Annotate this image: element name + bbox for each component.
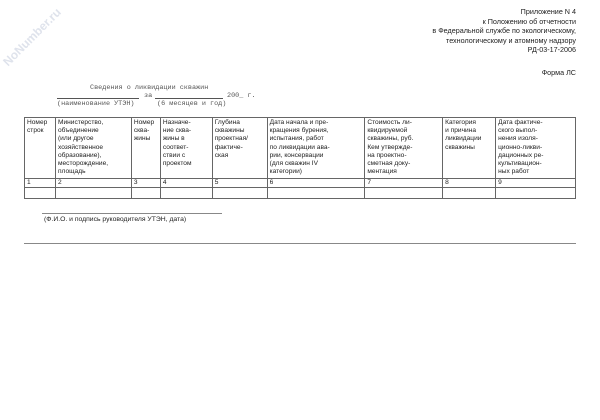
header-cell: Номер строк [25,118,56,179]
document-title: Сведения о ликвидации скважин [90,84,209,92]
header-line: технологическому и атомному надзору [446,35,576,45]
org-line [57,98,139,99]
table-row [25,188,576,199]
number-cell: 5 [212,179,267,188]
header-cell: Глубина скважины проектная/ фактиче- ская [212,118,267,179]
header-cell: Категория и причина ликвидации скважины [443,118,496,179]
wells-table [24,117,576,199]
year-text: 200_ г. [227,92,256,100]
header-line: РД-03-17-2006 [527,45,576,55]
header-cell: Стоимость ли- квидируемой скважины, руб. Кем утвержде- на проектно- сметная доку- ментация [365,118,443,179]
empty-cell [443,188,496,199]
signature-line [42,213,222,214]
header-line: в Федеральной службе по экологическому, [432,26,576,36]
empty-cell [25,188,56,199]
number-cell: 2 [55,179,131,188]
empty-cell [267,188,365,199]
empty-cell [365,188,443,199]
signature-label: (Ф.И.О. и подпись руководителя УТЭН, дата) [44,216,187,223]
header-cell: Номер сква- жины [131,118,160,179]
appendix-header [432,7,576,55]
number-cell: 8 [443,179,496,188]
empty-cell [131,188,160,199]
number-cell: 1 [25,179,56,188]
empty-cell [55,188,131,199]
page-divider [24,243,576,244]
header-cell: Дата фактиче- ского выпол- нения изоля- ционно-ликви- дационных ре- культивацион- ных работ [496,118,576,179]
za-text: за [144,92,153,100]
period-line [155,98,223,99]
number-cell: 4 [160,179,212,188]
header-line: к Положению об отчетности [482,16,576,26]
org-label: (наименование УТЭН) [57,100,135,108]
empty-cell [212,188,267,199]
header-line: Приложение N 4 [520,7,576,16]
number-cell: 3 [131,179,160,188]
header-cell: Министерство, объединение (или другое хозяйственное образование), месторождение, площадь [55,118,131,179]
watermark: NoNumber.ru [0,5,64,69]
number-cell: 7 [365,179,443,188]
header-cell: Дата начала и пре- кращения бурения, испытания, работ по ликвидации ава- рии, консервации (для скважин IV категории) [267,118,365,179]
empty-cell [160,188,212,199]
number-cell: 6 [267,179,365,188]
empty-cell [496,188,576,199]
period-label: (6 месяцев и год) [157,100,227,108]
form-label: Форма ЛС [541,68,576,77]
header-cell: Назначе- ние сква- жины в соответ- ствии с проектом [160,118,212,179]
number-cell: 9 [496,179,576,188]
